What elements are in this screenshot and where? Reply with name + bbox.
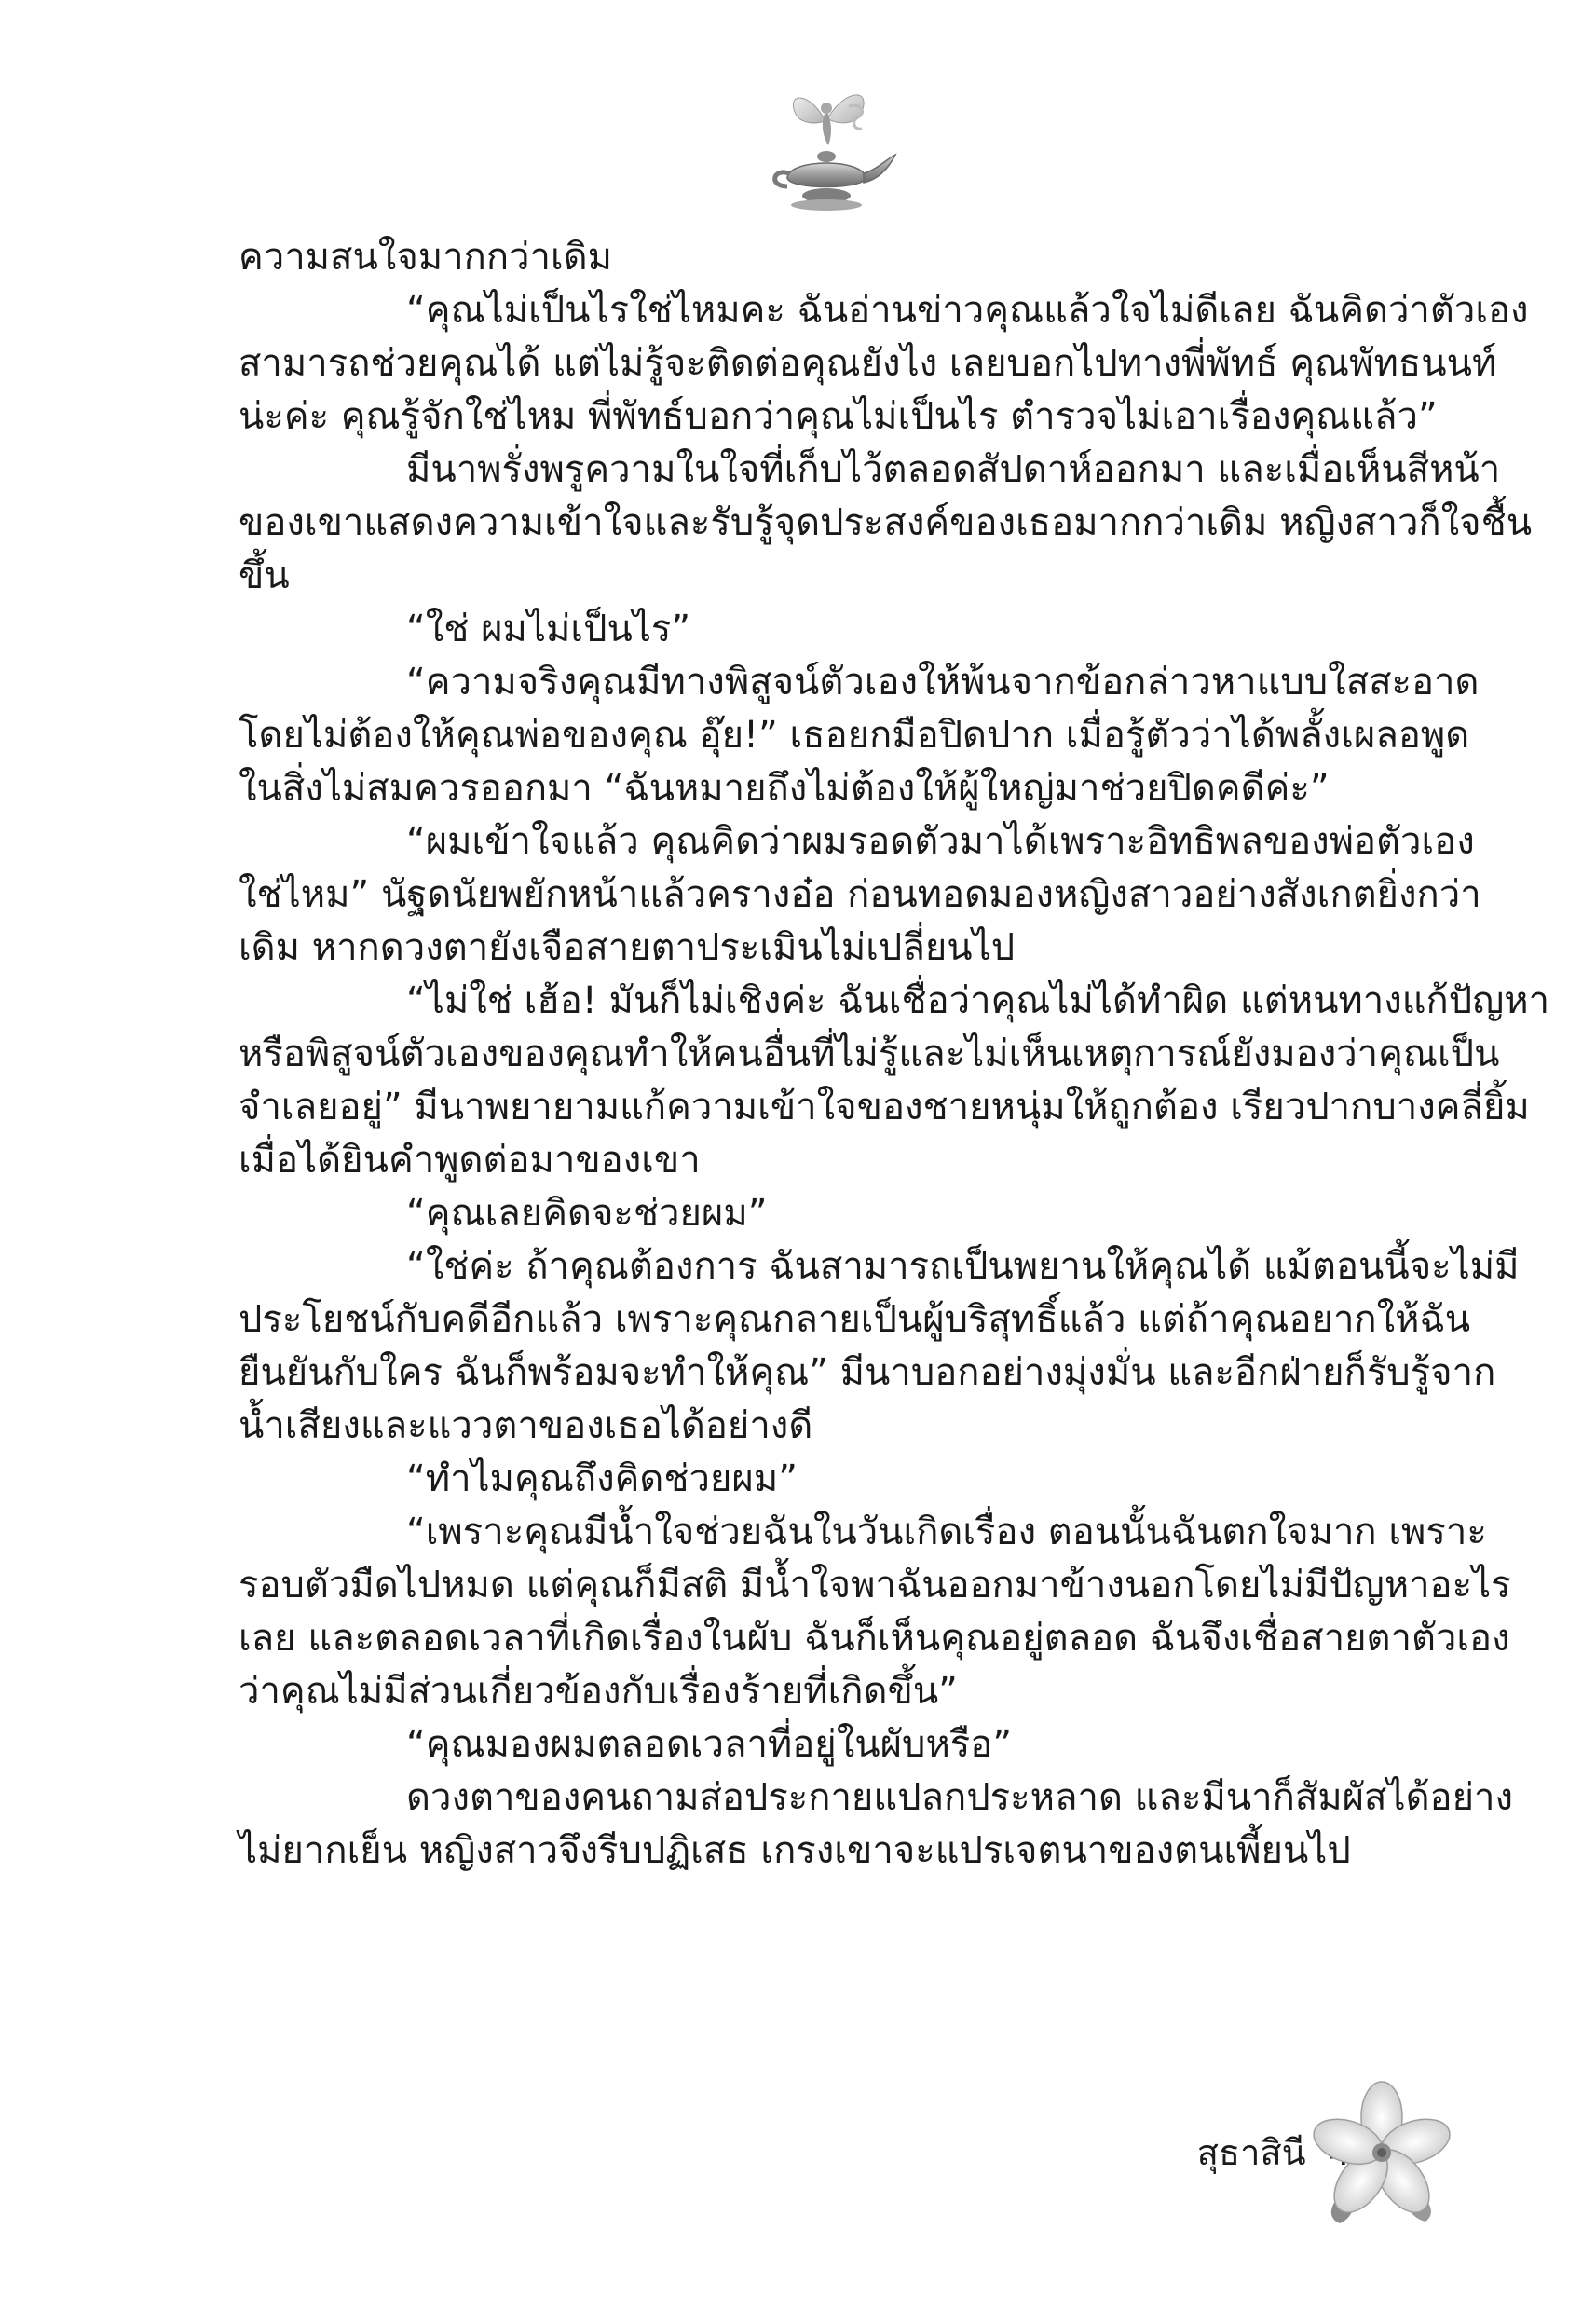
text-line: น่ะค่ะ คุณรู้จักใช่ไหม พี่พัทธ์บอกว่าคุณไม่เป็นไร ตำรวจไม่เอาเรื่องคุณแล้ว” [239, 395, 1438, 438]
text-line: “คุณไม่เป็นไรใช่ไหมคะ ฉันอ่านข่าวคุณแล้วใจไม่ดีเลย ฉันคิดว่าตัวเอง [406, 289, 1529, 332]
text-line: ของเขาแสดงความเข้าใจและรับรู้จุดประสงค์ของเธอมากกว่าเดิม หญิงสาวก็ใจชื้น [239, 501, 1533, 544]
text-line: ยืนยันกับใคร ฉันก็พร้อมจะทำให้คุณ” มีนาบอกอย่างมุ่งมั่น และอีกฝ่ายก็รับรู้จาก [239, 1351, 1496, 1394]
text-line: ในสิ่งไม่สมควรออกมา “ฉันหมายถึงไม่ต้องให้ผู้ใหญ่มาช่วยปิดคดีค่ะ” [239, 767, 1330, 810]
text-line: “ใช่ค่ะ ถ้าคุณต้องการ ฉันสามารถเป็นพยานให้คุณได้ แม้ตอนนี้จะไม่มี [406, 1245, 1520, 1288]
text-line: เลย และตลอดเวลาที่เกิดเรื่องในผับ ฉันก็เห็นคุณอยู่ตลอด ฉันจึงเชื่อสายตาตัวเอง [239, 1617, 1510, 1660]
text-line: มีนาพรั่งพรูความในใจที่เก็บไว้ตลอดสัปดาห์ออกมา และเมื่อเห็นสีหน้า [406, 448, 1501, 491]
text-line: ความสนใจมากกว่าเดิม [239, 236, 612, 279]
footer-title: สุธาสินี [1196, 2132, 1306, 2173]
text-line: ไม่ยากเย็น หญิงสาวจึงรีบปฏิเสธ เกรงเขาจะแปรเจตนาของตนเพี้ยนไป [239, 1829, 1351, 1872]
body-text [239, 231, 1550, 1878]
text-line: “ไม่ใช่ เฮ้อ! มันก็ไม่เชิงค่ะ ฉันเชื่อว่าคุณไม่ได้ทำผิด แต่หนทางแก้ปัญหา [406, 979, 1550, 1022]
text-line: ดวงตาของคนถามส่อประกายแปลกประหลาด และมีนาก็สัมผัสได้อย่าง [406, 1776, 1514, 1819]
text-line: “คุณมองผมตลอดเวลาที่อยู่ในผับหรือ” [406, 1723, 1013, 1766]
flower-icon [1312, 2078, 1452, 2227]
text-line: รอบตัวมืดไปหมด แต่คุณก็มีสติ มีน้ำใจพาฉันออกมาข้างนอกโดยไม่มีปัญหาอะไร [239, 1564, 1511, 1607]
text-line: หรือพิสูจน์ตัวเองของคุณทำให้คนอื่นที่ไม่รู้และไม่เห็นเหตุการณ์ยังมองว่าคุณเป็น [239, 1032, 1500, 1075]
text-line: จำเลยอยู่” มีนาพยายามแก้ความเข้าใจของชายหนุ่มให้ถูกต้อง เรียวปากบางคลี่ยิ้ม [239, 1086, 1530, 1128]
text-line: “ใช่ ผมไม่เป็นไร” [406, 608, 691, 650]
text-line: “ความจริงคุณมีทางพิสูจน์ตัวเองให้พ้นจากข้อกล่าวหาแบบใสสะอาด [406, 661, 1480, 704]
text-line: “คุณเลยคิดจะช่วยผม” [406, 1192, 768, 1235]
text-line: ขึ้น [239, 554, 290, 597]
genie-lamp-fairy-logo [759, 84, 899, 214]
text-line: “เพราะคุณมีน้ำใจช่วยฉันในวันเกิดเรื่อง ตอนนั้นฉันตกใจมาก เพราะ [406, 1511, 1487, 1553]
text-line: โดยไม่ต้องให้คุณพ่อของคุณ อุ๊ย!” เธอยกมือปิดปาก เมื่อรู้ตัวว่าได้พลั้งเผลอพูด [239, 714, 1470, 757]
text-line: เดิม หากดวงตายังเจือสายตาประเมินไม่เปลี่ยนไป [239, 926, 1016, 969]
text-line: ว่าคุณไม่มีส่วนเกี่ยวข้องกับเรื่องร้ายที่เกิดขึ้น” [239, 1670, 958, 1713]
text-line: สามารถช่วยคุณได้ แต่ไม่รู้จะติดต่อคุณยังไง เลยบอกไปทางพี่พัทธ์ คุณพัทธนนท์ [239, 342, 1497, 385]
text-line: น้ำเสียงและแววตาของเธอได้อย่างดี [239, 1404, 813, 1447]
text-line: “ผมเข้าใจแล้ว คุณคิดว่าผมรอดตัวมาได้เพราะอิทธิพลของพ่อตัวเอง [406, 820, 1475, 863]
text-line: ประโยชน์กับคดีอีกแล้ว เพราะคุณกลายเป็นผู้บริสุทธิ์แล้ว แต่ถ้าคุณอยากให้ฉัน [239, 1298, 1471, 1341]
text-line: “ทำไมคุณถึงคิดช่วยผม” [406, 1457, 798, 1500]
text-line: ใช่ไหม” นัฐดนัยพยักหน้าแล้วครางอ๋อ ก่อนทอดมองหญิงสาวอย่างสังเกตยิ่งกว่า [239, 873, 1481, 916]
text-line: เมื่อได้ยินคำพูดต่อมาของเขา [239, 1139, 701, 1182]
